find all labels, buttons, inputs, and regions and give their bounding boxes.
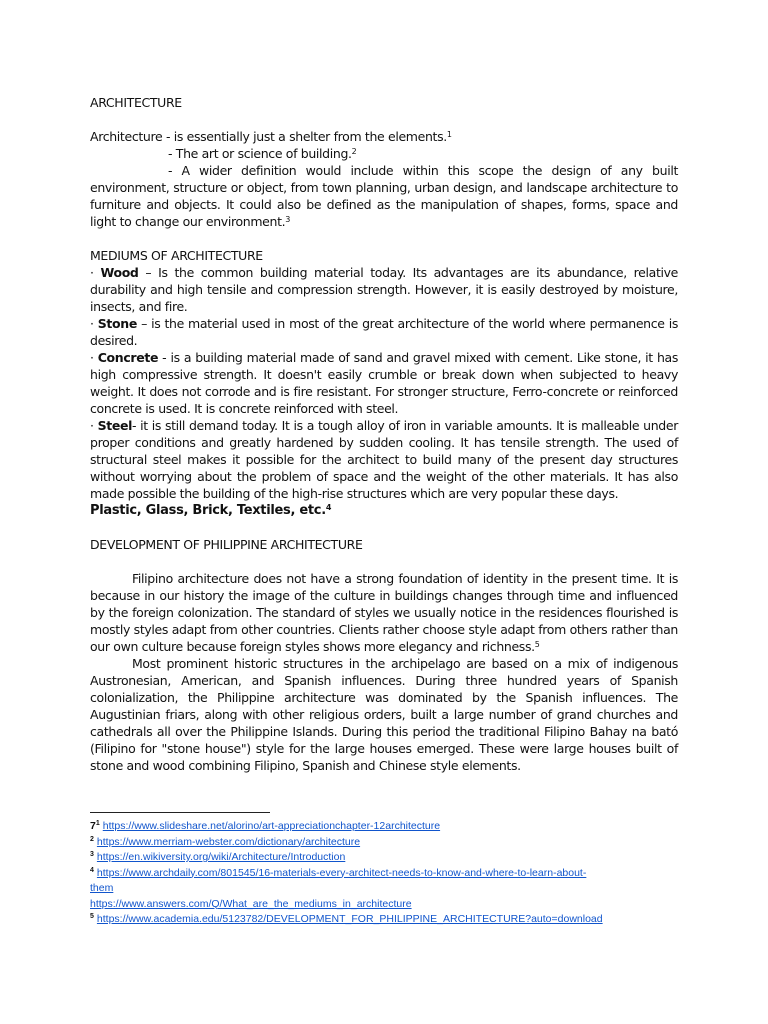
document-body bbox=[90, 94, 678, 774]
medium-term-concrete: Concrete bbox=[97, 350, 159, 365]
definition-intro: Architecture - is essentially just a shelter from the elements.$^1$ bbox=[90, 129, 452, 144]
medium-wood: · Wood – Is the common building material today. Its advantages are its abundance, relative durability and high tensile and compression strength. However, it is easily destroyed by moisture, insects, and fire. bbox=[90, 265, 679, 314]
other-mediums: Plastic, Glass, Brick, Textiles, etc.$^4$ bbox=[90, 503, 332, 518]
footnote-ref-5: 5 bbox=[534, 640, 540, 649]
footnote-separator bbox=[90, 812, 270, 813]
medium-term-stone: Stone bbox=[97, 316, 137, 331]
definition-second: - The art or science of building.$^2$ bbox=[168, 146, 357, 161]
architecture-heading: ARCHITECTURE bbox=[90, 95, 182, 110]
footnote-5: $^5$ https://www.academia.edu/5123782/DEVELOPMENT_FOR_PHILIPPINE_ARCHITECTURE?auto=download bbox=[90, 913, 603, 925]
footnote-4: $^4$ https://www.archdaily.com/801545/16-materials-every-architect-needs-to-know-and-where-to-learn-about- bbox=[90, 866, 587, 879]
bullet: · bbox=[90, 316, 94, 331]
footnote-4-second bbox=[90, 897, 690, 913]
footnote-ref-4: 4 bbox=[325, 503, 332, 512]
footnote-ref-1: 1 bbox=[446, 130, 452, 139]
medium-term-wood: Wood bbox=[100, 265, 139, 280]
bullet: · bbox=[90, 350, 94, 365]
footnote-2: $^2$ https://www.merriam-webster.com/dictionary/architecture bbox=[90, 835, 361, 848]
mediums-heading: MEDIUMS OF ARCHITECTURE bbox=[90, 248, 263, 263]
footnote-2-link[interactable]: https://www.merriam-webster.com/dictionary/architecture bbox=[96, 835, 361, 848]
medium-stone: · Stone – is the material used in most of the great architecture of the world where permanence is desired. bbox=[90, 316, 679, 348]
footnote-4-link-continued[interactable]: them bbox=[90, 882, 114, 894]
definition-third: - A wider definition would include within this scope the design of any built environment, structure or object, from town planning, urban design, and landscape architecture to furniture and objects. It could also be defined as the manipulation of shapes, forms, space and light to change our environment.$^3$ bbox=[90, 163, 678, 229]
bullet: · bbox=[90, 418, 94, 433]
medium-term-steel: Steel bbox=[97, 418, 133, 433]
footnotes-section bbox=[90, 812, 690, 928]
footnote-1: $7^1$ https://www.slideshare.net/alorino/art-appreciationchapter-12architecture bbox=[90, 820, 441, 832]
medium-concrete: · Concrete - is a building material made of sand and gravel mixed with cement. Like stone, it has high compressive strength. It doesn't easily crumble or break down when subjected to heavy weight. It does not corrode and is fire resistant. For stronger structure, Ferro-concrete or reinforced concrete is used. It is concrete reinforced with steel. bbox=[90, 350, 678, 416]
development-paragraph-2: Most prominent historic structures in the archipelago are based on a mix of indigenous Austronesian, American, and Spanish influences. During three hundred years of Spanish colonialization, the Philippine architecture was dominated by the Spanish influences. The Augustinian friars, along with other religious orders, built a large number of grand churches and cathedrals all over the Philippine Islands. During this period the traditional Filipino Bahay na bató (Filipino for "stone house") style for the large houses emerged. These were large houses built of stone and wood combining Filipino, Spanish and Chinese style elements. bbox=[90, 656, 678, 773]
development-paragraph-1: Filipino architecture does not have a strong foundation of identity in the present time. It is because in our history the image of the culture in buildings changes through time and influenced by the foreign colonization. The standard of styles we usually notice in the residences flourished is mostly styles adapt from other countries. Clients rather choose style adapt from others rather than our own culture because foreign styles shows more elegancy and richness.$^5$ bbox=[90, 571, 678, 654]
footnote-3: $^3$ https://en.wikiversity.org/wiki/Architecture/Introduction bbox=[90, 851, 346, 863]
footnote-4-link[interactable]: https://www.archdaily.com/801545/16-materials-every-architect-needs-to-know-and-where-to-learn-about- bbox=[96, 866, 587, 879]
footnote-ref-3: 3 bbox=[285, 215, 290, 224]
footnote-ref-2: 2 bbox=[351, 147, 357, 156]
development-heading: DEVELOPMENT OF PHILIPPINE ARCHITECTURE bbox=[90, 537, 363, 552]
footnote-1-link[interactable]: https://www.slideshare.net/alorino/art-appreciationchapter-12architecture bbox=[102, 820, 441, 832]
footnote-5-link[interactable]: https://www.academia.edu/5123782/DEVELOPMENT_FOR_PHILIPPINE_ARCHITECTURE?auto=download bbox=[96, 913, 603, 925]
bullet: · bbox=[90, 265, 94, 280]
footnote-3-link[interactable]: https://en.wikiversity.org/wiki/Architecture/Introduction bbox=[96, 851, 346, 863]
footnote-4-second-link[interactable]: https://www.answers.com/Q/What_are_the_mediums_in_architecture bbox=[90, 897, 412, 910]
medium-steel: · Steel- it is still demand today. It is a tough alloy of iron in variable amounts. It is malleable under proper conditions and greatly hardened by sudden cooling. It has tensile strength. The used of structural steel makes it possible for the architect to build many of the present day structures without worrying about the problem of space and the weight of the other materials. It has also made possible the building of the high-rise structures which are very popular these days. bbox=[90, 418, 678, 501]
footnote-4-continued bbox=[90, 881, 690, 897]
